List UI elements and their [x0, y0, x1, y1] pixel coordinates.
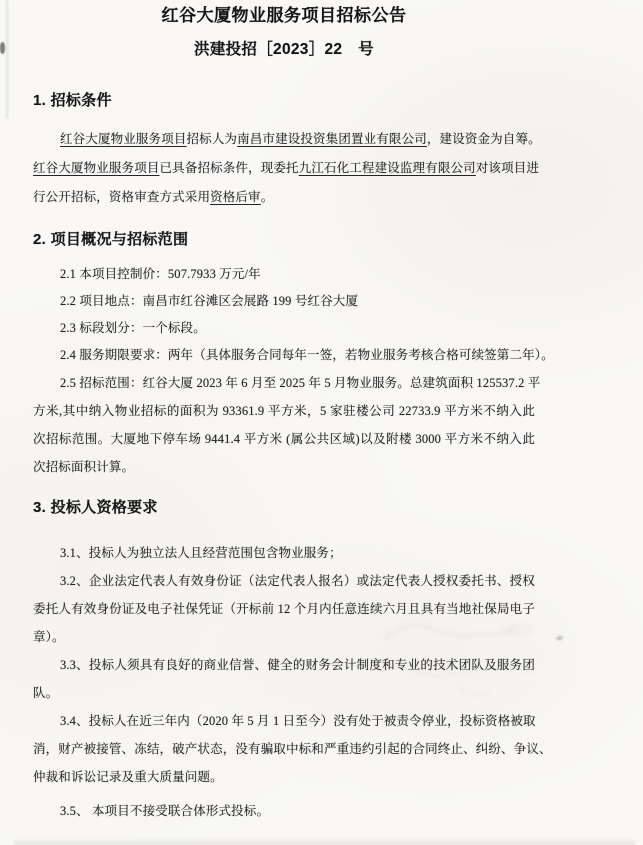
- section-1-paragraph: [33, 125, 541, 212]
- text-run: 招标人为: [186, 132, 238, 146]
- scan-smudge-ghost: [368, 600, 578, 710]
- list-item-2-5-line: 次招标范围。大厦地下停车场 9441.4 平方米 (属公共区域)以及附楼 3000 平方米不纳入此: [33, 432, 535, 446]
- list-item-3-5: 3.5、 本项目不接受联合体形式投标。: [60, 804, 270, 818]
- list-item-3-3-line: 队。: [33, 686, 59, 700]
- scan-crease-line: [6, 0, 8, 118]
- underlined-text: 红谷大厦物业服务项目: [60, 132, 187, 146]
- text-run: 已具备招标条件，现委托: [159, 161, 299, 175]
- list-item-2-3: 2.3 标段划分：一个标段。: [60, 321, 206, 335]
- section-2-items: [33, 261, 554, 481]
- list-item-3-3-line: 3.3、投标人须具有良好的商业信誉、健全的财务会计制度和专业的技术团队及服务团: [60, 658, 535, 672]
- document-title: 红谷大厦物业服务项目招标公告: [161, 6, 407, 25]
- list-item-2-5-line: 2.5 招标范围：红谷大厦 2023 年 6 月至 2025 年 5 月物业服务。总建筑面积 125537.2 平: [60, 376, 541, 390]
- document-number: 洪建投招［2023］22 号: [194, 41, 374, 58]
- list-item-3-2-line: 委托人有效身份证及电子社保凭证（开标前 12 个月内任意连续六月且具有当地社保局电子: [33, 602, 535, 616]
- list-item-2-1: 2.1 本项目控制价：507.7933 万元/年: [60, 267, 261, 281]
- section-3-heading: 3. 投标人资格要求: [33, 499, 158, 516]
- scan-bottom-shadow: [14, 839, 635, 845]
- list-item-2-5-line: 次招标面积计算。: [33, 460, 135, 474]
- ink-blot: [0, 42, 5, 54]
- list-item-2-5-line: 方米,其中纳入物业招标的面积为 93361.9 平方米，5 家驻楼公司 22733.9 平方米不纳入此: [33, 404, 535, 418]
- list-item-2-4: 2.4 服务期限要求：两年（具体服务合同每年一签，若物业服务考核合格可续签第二年）。: [60, 348, 554, 362]
- list-item-3-2-line: 章）。: [33, 630, 65, 644]
- list-item-3-1: 3.1、投标人为独立法人且经营范围包含物业服务；: [60, 546, 342, 560]
- paragraph-line: [33, 125, 541, 154]
- section-1-heading: 1. 招标条件: [33, 92, 112, 109]
- paragraph-line: [33, 183, 535, 212]
- list-item-2-2: 2.2 项目地点：南昌市红谷滩区会展路 199 号红谷大厦: [60, 294, 359, 308]
- text-run: 。: [260, 190, 274, 204]
- section-2-heading: 2. 项目概况与招标范围: [33, 231, 189, 248]
- paragraph-line: [33, 154, 540, 183]
- underlined-text: 九江石化工程建设监理有限公司: [298, 161, 476, 175]
- list-item-3-4-line: 消，财产被接管、冻结，破产状态，没有骗取中标和严重违约引起的合同终止、纠纷、争议、: [33, 742, 552, 756]
- text-run: 对该项目进: [475, 161, 540, 175]
- text-run: ，建设资金为自筹。: [426, 132, 541, 146]
- list-item-3-4-line: 3.4、投标人在近三年内（2020 年 5 月 1 日至今）没有处于被责令停业，投标资格被取: [60, 714, 536, 728]
- list-item-3-4-line: 仲裁和诉讼记录及重大质量问题。: [33, 770, 223, 784]
- text-run: 行公开招标，资格审查方式采用: [33, 190, 211, 204]
- underlined-text: 资格后审: [210, 190, 261, 204]
- underlined-text: 红谷大厦物业服务项目: [33, 161, 160, 175]
- list-item-3-2-line: 3.2、企业法定代表人有效身份证（法定代表人报名）或法定代表人授权委托书、授权: [60, 574, 535, 588]
- underlined-text: 南昌市建设投资集团置业有限公司: [237, 132, 427, 146]
